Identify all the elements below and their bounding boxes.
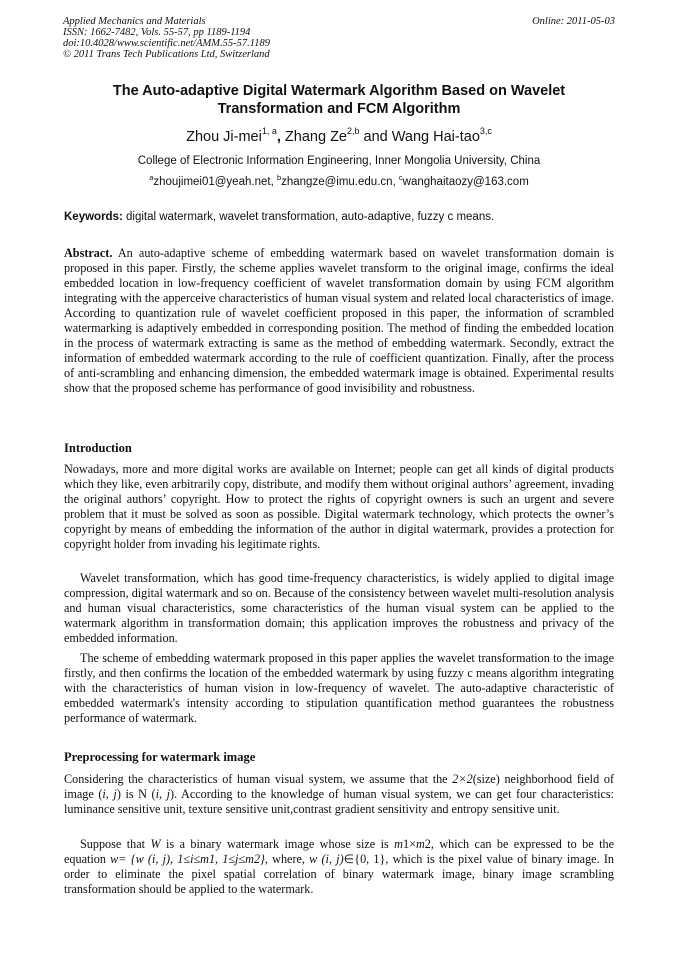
author-list xyxy=(64,128,614,146)
email-mark: b xyxy=(276,173,282,182)
email-list xyxy=(64,175,614,189)
author-name: Zhou Ji-mei xyxy=(186,129,262,145)
text-run: Considering the characteristics of human visual system, we assume that the xyxy=(64,772,453,786)
author-affil-mark: 1, a xyxy=(261,126,277,136)
keywords xyxy=(64,210,624,224)
email-separator: , xyxy=(392,176,399,188)
author-affil-mark: 3,c xyxy=(479,126,492,136)
intro-paragraph-3: The scheme of embedding watermark proposed in this paper applies the wavelet transformation to the image firstly, and then confirms the location of the embedded watermark by using fuzzy c means algorithm integrating with the characteristics of human vision in low-frequency of wavelet. The auto-adaptive characteristic of embedded watermark's intensity according to stipulation quantification method guarantees the robustness performance of watermark. xyxy=(64,651,614,725)
author-separator: and xyxy=(359,129,392,145)
intro-paragraph-1: Nowadays, more and more digital works are available on Internet; people can get all kinds of digital products which they like, even arbitrarily copy, distribute, and modify them without original authors’ agreement, invading the original authors’ copyright. How to protect the rights of copyright owners is such an urgent and severe problem that it must be solved as soon as possible. Digital watermark technology, which protects the owner’s copyright by means of embedding the information of the author in digital watermark, provides a protection for copyright holder from invading his legitimate rights. xyxy=(64,462,614,551)
issn-line: ISSN: 1662-7482, Vols. 55-57, pp 1189-1194 xyxy=(63,27,251,38)
math-var: m xyxy=(394,837,403,851)
math-index: i, j xyxy=(102,787,117,801)
copyright-line: © 2011 Trans Tech Publications Ltd, Switzerland xyxy=(63,49,270,60)
section-heading-preprocessing: Preprocessing for watermark image xyxy=(64,750,256,764)
text-run: ). According to the knowledge of human visual system, we can get four characteristics: luminance sensitive unit, texture sensitive unit,contrast gradient sensitivity and entropy sensitive unit. xyxy=(64,787,614,816)
text-run: ∈{0, 1}, which is the pixel value of binary image. In order to eliminate the pixel spatial correlation of binary watermark image, binary image scrambling transformation should be applied to the watermark. xyxy=(64,852,614,896)
text-run: ) is N ( xyxy=(116,787,156,801)
email-link[interactable]: zhangze@imu.edu.cn xyxy=(281,176,393,188)
text-run: (size) neighborhood field of image ( xyxy=(64,772,615,801)
author-name: Wang Hai-tao xyxy=(391,129,480,145)
author-name: Zhang Ze xyxy=(284,129,347,145)
abstract xyxy=(64,246,614,396)
author-affil-mark: 2,b xyxy=(347,126,360,136)
affiliation: College of Electronic Information Engineering, Inner Mongolia University, China xyxy=(137,155,541,167)
math-equation: w= {w (i, j), 1≤i≤m1, 1≤j≤m2} xyxy=(110,852,265,866)
text-run: Suppose that xyxy=(80,837,151,851)
paper-title xyxy=(64,82,614,118)
section-heading-introduction: Introduction xyxy=(64,441,132,455)
preprocessing-paragraph-2 xyxy=(64,837,614,897)
title-line-1: The Auto-adaptive Digital Watermark Algorithm Based on Wavelet xyxy=(112,83,566,99)
title-line-2: Transformation and FCM Algorithm xyxy=(217,101,461,117)
abstract-text: An auto-adaptive scheme of embedding watermark based on wavelet transformation domain is proposed in this paper. Firstly, the scheme applies wavelet transform to the original image, confirms the ideal embedded location in low-frequency coefficient of wavelet transformation domain by using FCM algorithm integrating with the apperceive characteristics of human visual system and related local characteristics of image. According to quantization rule of wavelet coefficient proposed in this paper, the information of scrambled watermarking is adaptively embedded in corresponding position. The method of finding the embedded location in the process of watermark extracting is same as the method of embedding watermark. Secondly, extract the information of embedded watermark according to the rule of coefficient quantization. Finally, after the process of anti-scrambling and enhancing dimension, the embedded watermark image is obtained. Experimental results show that the proposed scheme has performance of good invisibility and robustness. xyxy=(64,246,614,395)
math-var: m xyxy=(415,837,425,851)
email-mark: c xyxy=(398,173,403,182)
text-run: 1× xyxy=(402,837,416,851)
online-date: Online: 2011-05-03 xyxy=(532,16,615,27)
email-separator: , xyxy=(270,176,277,188)
keywords-text: digital watermark, wavelet transformation, auto-adaptive, fuzzy c means. xyxy=(122,211,495,223)
journal-header xyxy=(63,16,615,60)
email-link[interactable]: zhoujimei01@yeah.net xyxy=(153,176,271,188)
math-size: 2×2 xyxy=(452,772,473,786)
text-run: 2, which can be expressed to be the equation xyxy=(64,837,614,866)
preprocessing-paragraph-1 xyxy=(64,772,614,817)
math-index: i, j xyxy=(155,787,171,801)
math-var: W xyxy=(150,837,161,851)
email-link[interactable]: wanghaitaozy@163.com xyxy=(402,176,529,188)
keywords-label: Keywords: xyxy=(64,211,123,223)
text-run: , where, xyxy=(264,852,310,866)
doi-line: doi:10.4028/www.scientific.net/AMM.55-57.1189 xyxy=(63,38,270,49)
author-separator: , xyxy=(276,129,285,145)
text-run: is a binary watermark image whose size is xyxy=(160,837,395,851)
email-mark: a xyxy=(149,173,154,182)
math-var: w (i, j) xyxy=(309,852,344,866)
journal-name: Applied Mechanics and Materials xyxy=(63,16,206,27)
abstract-label: Abstract. xyxy=(64,246,113,260)
intro-paragraph-2: Wavelet transformation, which has good time-frequency characteristics, is widely applied to digital image compression, digital watermark and so on. Because of the consistency between wavelet multi-resolution analysis and human visual characteristics, some characteristics of the human visual system can be applied to the watermark algorithm in transformation domain; this application improves the robustness and privacy of the embedded information. xyxy=(64,571,614,645)
